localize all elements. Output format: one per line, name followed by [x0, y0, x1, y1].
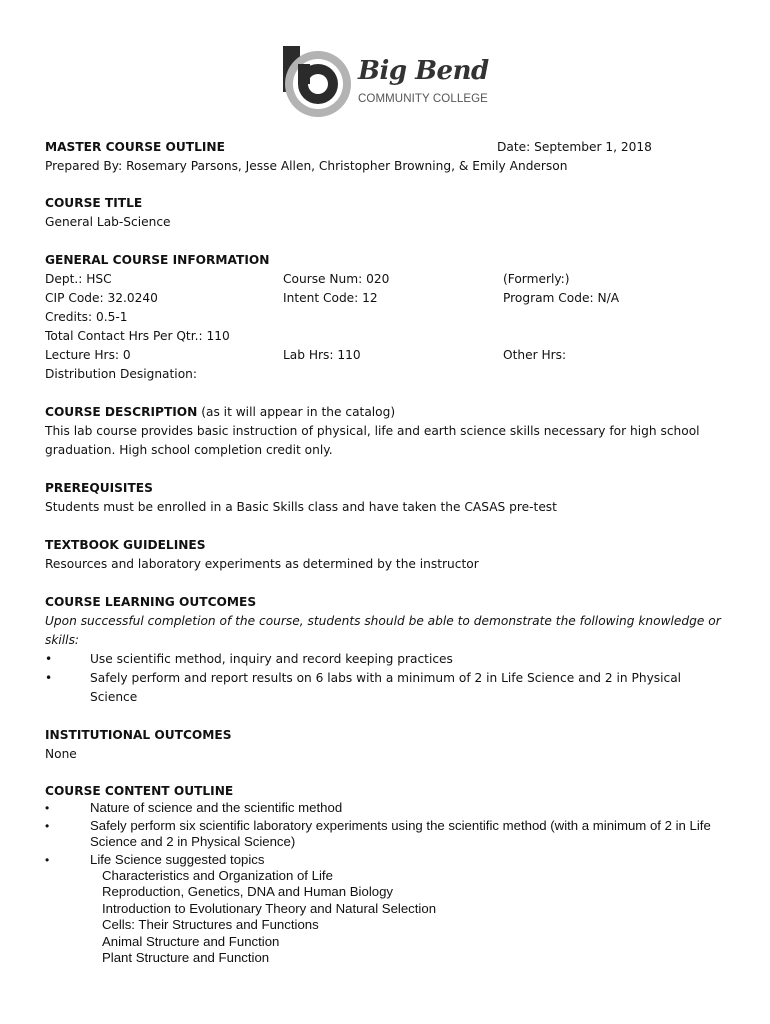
content-outline-item: Safely perform six scientific laboratory experiments using the scientific method (with a minimum of 2 in Life [90, 818, 711, 833]
other-hrs: Other Hrs: [503, 348, 567, 362]
document-date: Date: September 1, 2018 [497, 140, 652, 154]
general-info-heading: GENERAL COURSE INFORMATION [45, 253, 270, 267]
description-line-2: graduation. High school completion credit only. [45, 443, 333, 457]
description-line-1: This lab course provides basic instruction of physical, life and earth science skills necessary for high school [45, 424, 700, 438]
topic-item: Cells: Their Structures and Functions [102, 917, 319, 932]
intent-code: Intent Code: 12 [283, 291, 378, 305]
program-code: Program Code: N/A [503, 291, 620, 305]
textbook-value: Resources and laboratory experiments as determined by the instructor [45, 557, 479, 571]
learning-outcome-item: Use scientific method, inquiry and record keeping practices [90, 652, 453, 666]
distribution-designation: Distribution Designation: [45, 367, 197, 381]
content-outline-heading: COURSE CONTENT OUTLINE [45, 784, 234, 798]
total-contact-hrs: Total Contact Hrs Per Qtr.: 110 [45, 329, 230, 343]
college-logo-mark [280, 44, 358, 122]
course-num: Course Num: 020 [283, 272, 390, 286]
learning-outcome-item-cont: Science [90, 690, 138, 704]
dept: Dept.: HSC [45, 272, 112, 286]
textbook-heading: TEXTBOOK GUIDELINES [45, 538, 206, 552]
learning-outcomes-intro-2: skills: [45, 633, 80, 647]
formerly: (Formerly:) [503, 272, 570, 286]
content-outline-item: Nature of science and the scientific method [90, 800, 343, 815]
description-heading-line [45, 403, 395, 422]
prerequisites-value: Students must be enrolled in a Basic Skills class and have taken the CASAS pre-test [45, 500, 557, 514]
cip-code: CIP Code: 32.0240 [45, 291, 158, 305]
lab-hrs: Lab Hrs: 110 [283, 348, 361, 362]
prerequisites-heading: PREREQUISITES [45, 481, 153, 495]
bullet-icon: • [45, 671, 53, 685]
content-outline-item: Life Science suggested topics [90, 852, 265, 867]
college-logo [280, 44, 490, 122]
topic-item: Introduction to Evolutionary Theory and Natural Selection [102, 901, 437, 916]
bullet-icon: • [45, 853, 50, 867]
bullet-icon: • [45, 819, 50, 833]
topic-item: Plant Structure and Function [102, 950, 270, 965]
lecture-hrs: Lecture Hrs: 0 [45, 348, 131, 362]
college-name: Big Bend [358, 56, 489, 86]
description-heading: COURSE DESCRIPTION [45, 405, 198, 419]
description-heading-note: (as it will appear in the catalog) [197, 405, 396, 419]
institutional-outcomes-value: None [45, 747, 77, 761]
institutional-outcomes-heading: INSTITUTIONAL OUTCOMES [45, 728, 232, 742]
course-title-value: General Lab-Science [45, 215, 171, 229]
bullet-icon: • [45, 801, 50, 815]
topic-item: Reproduction, Genetics, DNA and Human Biology [102, 884, 394, 899]
topic-item: Animal Structure and Function [102, 934, 280, 949]
document-title: MASTER COURSE OUTLINE [45, 140, 225, 154]
content-outline-item-cont: Science and 2 in Physical Science) [90, 834, 296, 849]
topic-item: Characteristics and Organization of Life [102, 868, 333, 883]
learning-outcomes-intro-1: Upon successful completion of the course, students should be able to demonstrate the following knowledge or [45, 614, 721, 628]
learning-outcomes-heading: COURSE LEARNING OUTCOMES [45, 595, 257, 609]
bullet-icon: • [45, 652, 53, 666]
college-subtitle: COMMUNITY COLLEGE [358, 93, 488, 105]
credits: Credits: 0.5-1 [45, 310, 128, 324]
prepared-by: Prepared By: Rosemary Parsons, Jesse Allen, Christopher Browning, & Emily Anderson [45, 159, 568, 173]
learning-outcome-item: Safely perform and report results on 6 labs with a minimum of 2 in Life Science and 2 in Physical [90, 671, 682, 685]
course-title-heading: COURSE TITLE [45, 196, 143, 210]
